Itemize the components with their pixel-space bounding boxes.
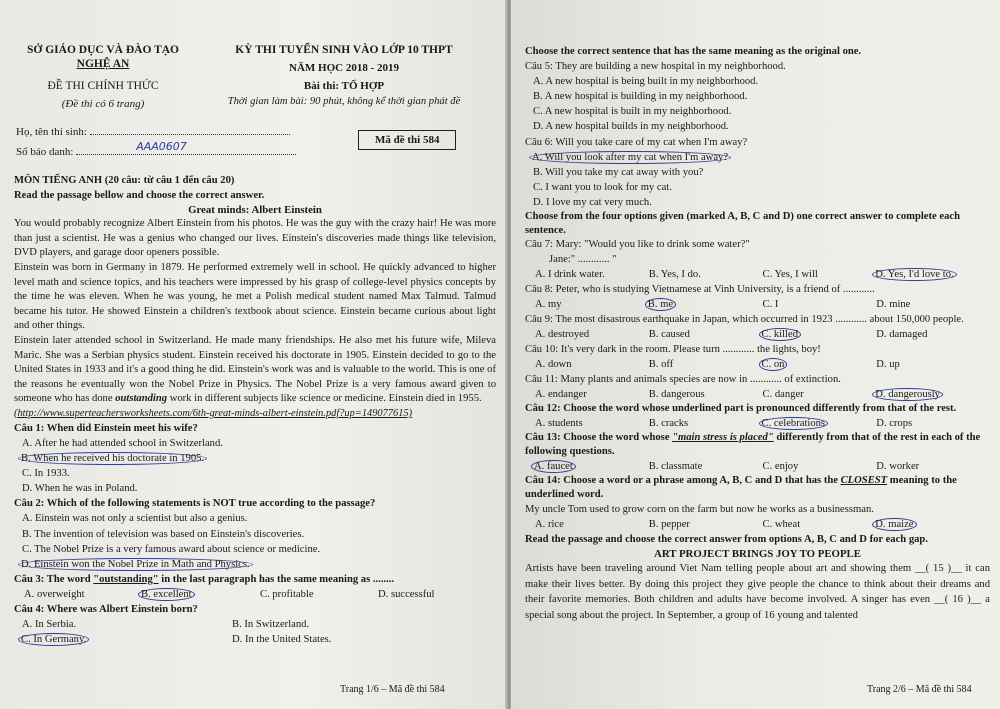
school-year: NĂM HỌC 2018 - 2019 [289, 62, 399, 74]
q2-option-c[interactable]: C. The Nobel Prize is a very famous award about science or medicine. [22, 543, 321, 555]
q6-option-b[interactable]: B. Will you take my cat away with you? [533, 166, 704, 178]
q9-option-c-marked: C. killed [759, 328, 802, 341]
q2-option-d[interactable] [14, 557, 496, 572]
page-1-footer: Trang 1/6 – Mã đề thi 584 [340, 684, 445, 695]
q10-option-a[interactable]: A. down [535, 358, 572, 370]
exam-page-2 [511, 0, 1000, 709]
q2-option-b[interactable]: B. The invention of television was based on Einstein's discoveries. [22, 528, 305, 540]
question-3 [14, 572, 496, 587]
q3-option-a[interactable]: A. overweight [24, 588, 85, 600]
question-13-stem-a: Câu 13: Choose the word whose [525, 432, 673, 444]
q10-option-c[interactable] [763, 357, 877, 372]
q9-option-c[interactable] [763, 327, 877, 342]
q6-option-a-marked: A. Will you look after my cat when I'm away? [529, 151, 731, 164]
question-14 [525, 474, 990, 502]
q3-option-b-marked: B. excellent [138, 588, 195, 601]
exam-title: KỲ THI TUYỂN SINH VÀO LỚP 10 THPT [235, 44, 453, 56]
q8-option-b-marked: B. me [645, 298, 676, 311]
passage-paragraph-3-text: Einstein later attended school in Switzerland. He made many friendships. He also met his future wife, Mileva Maric. She was a Serbian physics student. Einstein received his doctorate in 1905. Einstein decided to go to the United States in 1933 and it's a good thing he did. Einstein's work was and is valuable to the world. This is one of the reasons he eventually won the Nobel Prize in Physics. The Nobel Prize is a very famous award given to someone who has done [14, 334, 496, 405]
passage-2-text: Artists have been traveling around Viet Nam telling people about art and showing them __( 15 )__ it can make their lives better. By doing this project they give people the chance to think about their dreams and their favorite memories. Both children and adults have become involved. A singer has even __( 16 )__ a special song about the project. In September, a group of 16 young and talented [525, 563, 990, 621]
q3-option-d[interactable]: D. successful [378, 588, 435, 600]
candidate-number-handwritten: AAA0607 [136, 140, 187, 153]
q14-option-a[interactable]: A. rice [535, 519, 564, 531]
q4-options-row-2 [14, 632, 496, 647]
passage-paragraph-2: Einstein was born in Germany in 1879. He performed extremely well in school. He quickly advanced to higher level math and science topics, and his teachers were impressed by his grasp of college-level physics concepts by the time he was eleven. When he was young, he met a Polish medical student named Max Talmud. Talmud became his tutor. He showed Einstein a children's textbook about science. Einstein became curious about light and other things. [14, 261, 496, 332]
q6-option-a[interactable] [525, 150, 990, 165]
q12-options [525, 416, 990, 431]
q7-option-b[interactable]: B. Yes, I do. [648, 269, 701, 281]
question-3-stem-a: Câu 3: The word [14, 573, 94, 585]
q13-option-b[interactable]: B. classmate [648, 461, 703, 473]
q7-option-d[interactable] [876, 267, 990, 282]
q4-option-d[interactable]: D. In the United States. [232, 634, 332, 646]
q3-option-b[interactable] [142, 587, 260, 602]
q4-option-c[interactable] [22, 632, 232, 647]
q9-option-b[interactable]: B. caused [648, 328, 690, 340]
candidate-number-label: Số báo danh: [16, 146, 74, 158]
question-11: Câu 11: Many plants and animals species are now in ............ of extinction. [525, 373, 841, 385]
q12-option-b[interactable]: B. cracks [648, 417, 689, 429]
question-3-keyword: "outstanding" [93, 573, 159, 585]
q11-options [525, 387, 990, 402]
instruction-four-options: Choose from the four options given (marked A, B, C and D) one correct answer to complete each sentence. [525, 211, 960, 236]
q12-option-c-marked: C. celebrations [759, 417, 829, 430]
question-14-sentence: My uncle Tom used to grow corn on the farm but now he works as a businessman. [525, 504, 874, 516]
q3-option-c[interactable]: C. profitable [260, 588, 314, 600]
instruction-same-meaning: Choose the correct sentence that has the same meaning as the original one. [525, 46, 862, 57]
question-5: Câu 5: They are building a new hospital in my neighborhood. [525, 61, 786, 73]
q10-options [525, 357, 990, 372]
question-13-keyword: "main stress is placed" [672, 432, 774, 444]
q8-option-b[interactable] [649, 297, 763, 312]
q4-options-row-1 [14, 617, 496, 632]
q1-option-d[interactable]: D. When he was in Poland. [22, 483, 138, 495]
question-10: Câu 10: It's very dark in the room. Please turn ............ the lights, boy! [525, 343, 821, 355]
q1-option-c[interactable]: C. In 1933. [22, 468, 70, 480]
q1-option-a[interactable]: A. After he had attended school in Switzerland. [22, 438, 223, 449]
official-label: ĐỀ THI CHÍNH THỨC [47, 80, 159, 92]
candidate-number-field[interactable] [76, 140, 296, 155]
subject: Bài thi: TỔ HỢP [303, 80, 385, 92]
question-14-stem-b: meaning to the underlined word. [525, 475, 957, 501]
q12-option-c[interactable] [763, 416, 877, 431]
page-2-footer: Trang 2/6 – Mã đề thi 584 [867, 684, 972, 695]
q8-options [525, 297, 990, 312]
candidate-name-label: Họ, tên thí sinh: [16, 126, 87, 138]
passage-paragraph-1: You would probably recognize Albert Einstein from his photos. He was the guy with the crazy hair! He was more than just a scientist. He was a genius who changed our lives. Einstein's discoveries made things like television, DVD players, and garage door openers possible. [14, 218, 496, 259]
q11-option-c[interactable]: C. danger [762, 388, 804, 400]
reading-instruction: Read the passage bellow and choose the correct answer. [14, 189, 265, 201]
question-9: Câu 9: The most disastrous earthquake in Japan, which occurred in 1923 ............ about 150,000 people. [525, 313, 964, 325]
q6-option-c[interactable]: C. I want you to look for my cat. [533, 181, 672, 193]
q8-option-a[interactable]: A. my [535, 299, 562, 311]
passage-paragraph-3-end: work in different subjects like science or medicine. Einstein died in 1955. [169, 393, 482, 405]
q4-option-b[interactable]: B. In Switzerland. [232, 619, 310, 631]
exam-code-box: Mã đề thi 584 [358, 130, 456, 150]
time-allowed: Thời gian làm bài: 90 phút, không kể thời gian phát đề [227, 96, 461, 107]
q14-option-b[interactable]: B. pepper [648, 519, 690, 531]
question-13 [525, 431, 990, 459]
q14-option-c[interactable]: C. wheat [762, 519, 801, 531]
q13-option-d[interactable]: D. worker [876, 461, 920, 473]
section-title: MÔN TIẾNG ANH (20 câu: từ câu 1 đến câu 20) [14, 175, 235, 186]
question-13-stem-b: differently from that of the rest in each of the following questions. [525, 432, 981, 458]
q1-option-b[interactable] [14, 451, 496, 466]
q11-option-a[interactable]: A. endanger [535, 388, 587, 400]
passage-title: Great minds: Albert Einstein [188, 204, 322, 217]
candidate-name-row [16, 124, 290, 138]
passage-2-title: ART PROJECT BRINGS JOY TO PEOPLE [654, 548, 861, 561]
department-name: SỞ GIÁO DỤC VÀ ĐÀO TẠO [27, 44, 179, 56]
question-1: Câu 1: When did Einstein meet his wife? [14, 422, 198, 434]
question-7: Câu 7: Mary: "Would you like to drink some water?" [525, 239, 750, 251]
q1-option-b-marked: B. When he received his doctorate in 1905. [18, 452, 207, 465]
q9-option-d[interactable]: D. damaged [876, 328, 928, 340]
q7-option-a[interactable]: A. I drink water. [535, 269, 605, 281]
q11-option-b[interactable]: B. dangerous [648, 388, 705, 400]
q5-option-c[interactable]: C. A new hospital is built in my neighborhood. [533, 106, 732, 118]
question-3-stem-b: in the last paragraph has the same meaning as ........ [158, 573, 395, 585]
q10-option-b[interactable]: B. off [648, 358, 674, 370]
q9-option-a[interactable]: A. destroyed [535, 328, 590, 340]
q10-option-d[interactable]: D. up [876, 358, 900, 370]
q11-option-d-marked: D. dangerously [872, 388, 943, 401]
q2-option-d-marked: D. Einstein won the Nobel Prize in Math and Physics. [18, 558, 253, 571]
q14-option-d[interactable] [876, 517, 990, 532]
source-link[interactable]: (http://www.superteachersworksheets.com/6th-great-minds-albert-einstein.pdf?up=149077615) [14, 407, 413, 419]
q8-option-c[interactable]: C. I [762, 299, 779, 311]
q13-option-a-marked: A. faucet [531, 460, 576, 473]
q8-option-d[interactable]: D. mine [876, 299, 911, 311]
q3-options [14, 587, 496, 602]
pages-note: (Đề thi có 6 trang) [61, 98, 145, 110]
q10-option-c-marked: C. on [759, 358, 788, 371]
question-2: Câu 2: Which of the following statements is NOT true according to the passage? [14, 498, 376, 510]
q14-option-d-marked: D. maize [872, 518, 916, 531]
question-14-stem-a: Câu 14: Choose a word or a phrase among A, B, C and D that has the [525, 475, 841, 487]
question-12: Câu 12: Choose the word whose underlined part is pronounced differently from that of the rest. [525, 402, 957, 414]
q7-option-d-marked: D. Yes, I'd love to. [872, 268, 956, 281]
q7-options [525, 267, 990, 282]
q5-option-a[interactable]: A. A new hospital is being built in my neighborhood. [533, 76, 759, 88]
q2-option-a[interactable]: A. Einstein was not only a scientist but also a genius. [22, 513, 248, 525]
candidate-number-row [16, 140, 296, 158]
exam-header [14, 44, 496, 174]
q4-option-a[interactable]: A. In Serbia. [22, 619, 77, 631]
question-6: Câu 6: Will you take care of my cat when I'm away? [525, 136, 748, 148]
keyword-outstanding: outstanding [115, 393, 168, 405]
q12-option-d[interactable]: D. crops [876, 417, 913, 429]
q14-options [525, 517, 990, 532]
q7-option-c[interactable]: C. Yes, I will [762, 269, 818, 281]
q4-option-c-marked: C. In Germany. [18, 633, 89, 646]
q13-option-a[interactable] [535, 459, 649, 474]
question-8: Câu 8: Peter, who is studying Vietnamese at Vinh University, is a friend of ............ [525, 284, 875, 296]
q13-options [525, 459, 990, 474]
q11-option-d[interactable] [876, 387, 990, 402]
q12-option-a[interactable]: A. students [535, 417, 583, 429]
q5-option-b[interactable]: B. A new hospital is building in my neighborhood. [533, 91, 748, 103]
province-name: NGHỆ AN [76, 58, 130, 70]
instruction-gap-passage: Read the passage and choose the correct answer from options A, B, C and D for each gap. [525, 534, 928, 546]
question-7-reply: Jane:" ............ " [549, 254, 617, 266]
candidate-name-field[interactable] [90, 124, 290, 135]
q5-option-d[interactable]: D. A new hospital builds in my neighborhood. [533, 121, 729, 133]
q13-option-c[interactable]: C. enjoy [762, 461, 799, 473]
question-4: Câu 4: Where was Albert Einstein born? [14, 604, 198, 616]
q6-option-d[interactable]: D. I love my cat very much. [533, 196, 652, 208]
question-14-keyword: CLOSEST [840, 475, 888, 487]
q9-options [525, 327, 990, 342]
passage-paragraph-3 [14, 334, 496, 407]
